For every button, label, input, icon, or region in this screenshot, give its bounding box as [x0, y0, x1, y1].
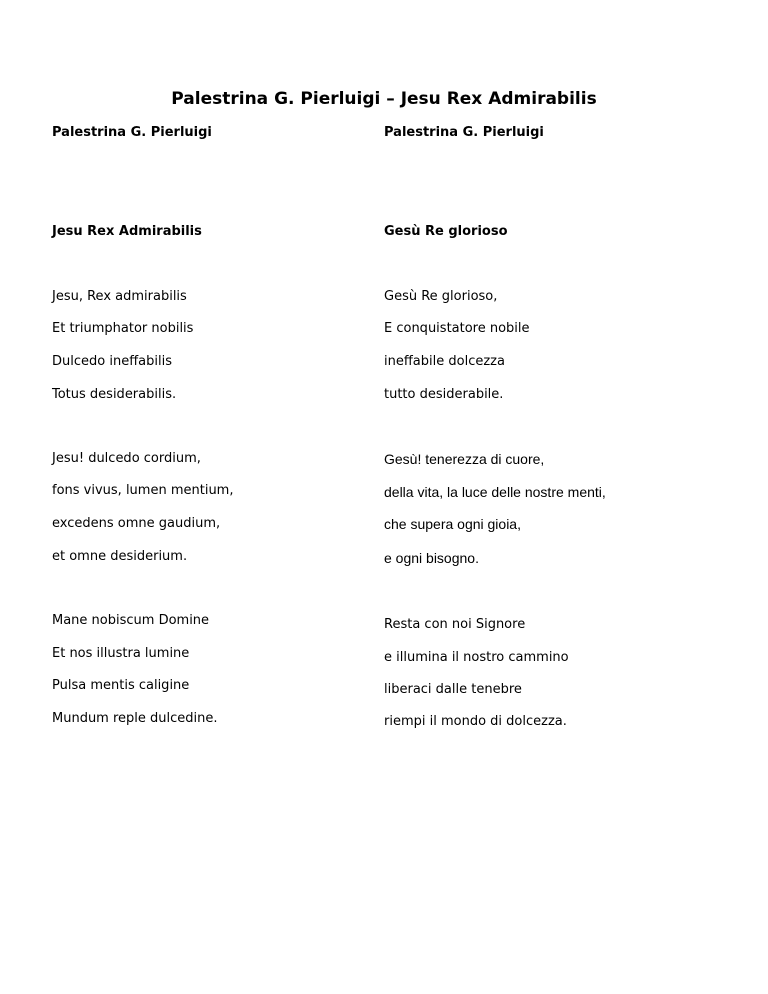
right-stanza2-line1: Gesù! tenerezza di cuore,	[384, 451, 545, 467]
left-stanza1-line1: Jesu, Rex admirabilis	[52, 289, 187, 304]
left-stanza2-line2: fons vivus, lumen mentium,	[52, 483, 234, 498]
right-stanza2-line3: che supera ogni gioia,	[384, 516, 521, 532]
right-stanza2-line2: della vita, la luce delle nostre menti,	[384, 484, 606, 500]
left-stanza3-line1: Mane nobiscum Domine	[52, 613, 210, 628]
left-stanza1-line2: Et triumphator nobilis	[52, 321, 194, 336]
right-heading: Gesù Re glorioso	[384, 224, 508, 239]
right-stanza2-line4: e ogni bisogno.	[384, 550, 479, 566]
right-stanza3-line2: e illumina il nostro cammino	[384, 650, 569, 665]
right-stanza1-line1: Gesù Re glorioso,	[384, 289, 498, 304]
left-stanza1-line4: Totus desiderabilis.	[52, 387, 177, 402]
left-stanza2-line3: excedens omne gaudium,	[52, 516, 221, 531]
left-stanza3-line4: Mundum reple dulcedine.	[52, 711, 218, 726]
right-stanza1-line4: tutto desiderabile.	[384, 387, 504, 402]
page-title: Palestrina G. Pierluigi – Jesu Rex Admirabilis	[171, 89, 597, 109]
right-stanza1-line3: ineffabile dolcezza	[384, 354, 505, 369]
left-stanza1-line3: Dulcedo ineffabilis	[52, 354, 172, 369]
left-stanza3-line3: Pulsa mentis caligine	[52, 678, 190, 693]
right-stanza1-line2: E conquistatore nobile	[384, 321, 530, 336]
right-stanza3-line3: liberaci dalle tenebre	[384, 682, 522, 697]
left-stanza2-line1: Jesu! dulcedo cordium,	[52, 451, 201, 466]
left-stanza3-line2: Et nos illustra lumine	[52, 646, 190, 661]
left-author: Palestrina G. Pierluigi	[52, 125, 212, 140]
right-stanza3-line4: riempi il mondo di dolcezza.	[384, 714, 567, 729]
left-heading: Jesu Rex Admirabilis	[52, 224, 202, 239]
left-stanza2-line4: et omne desiderium.	[52, 549, 188, 564]
right-stanza3-line1: Resta con noi Signore	[384, 617, 526, 632]
right-author: Palestrina G. Pierluigi	[384, 125, 544, 140]
